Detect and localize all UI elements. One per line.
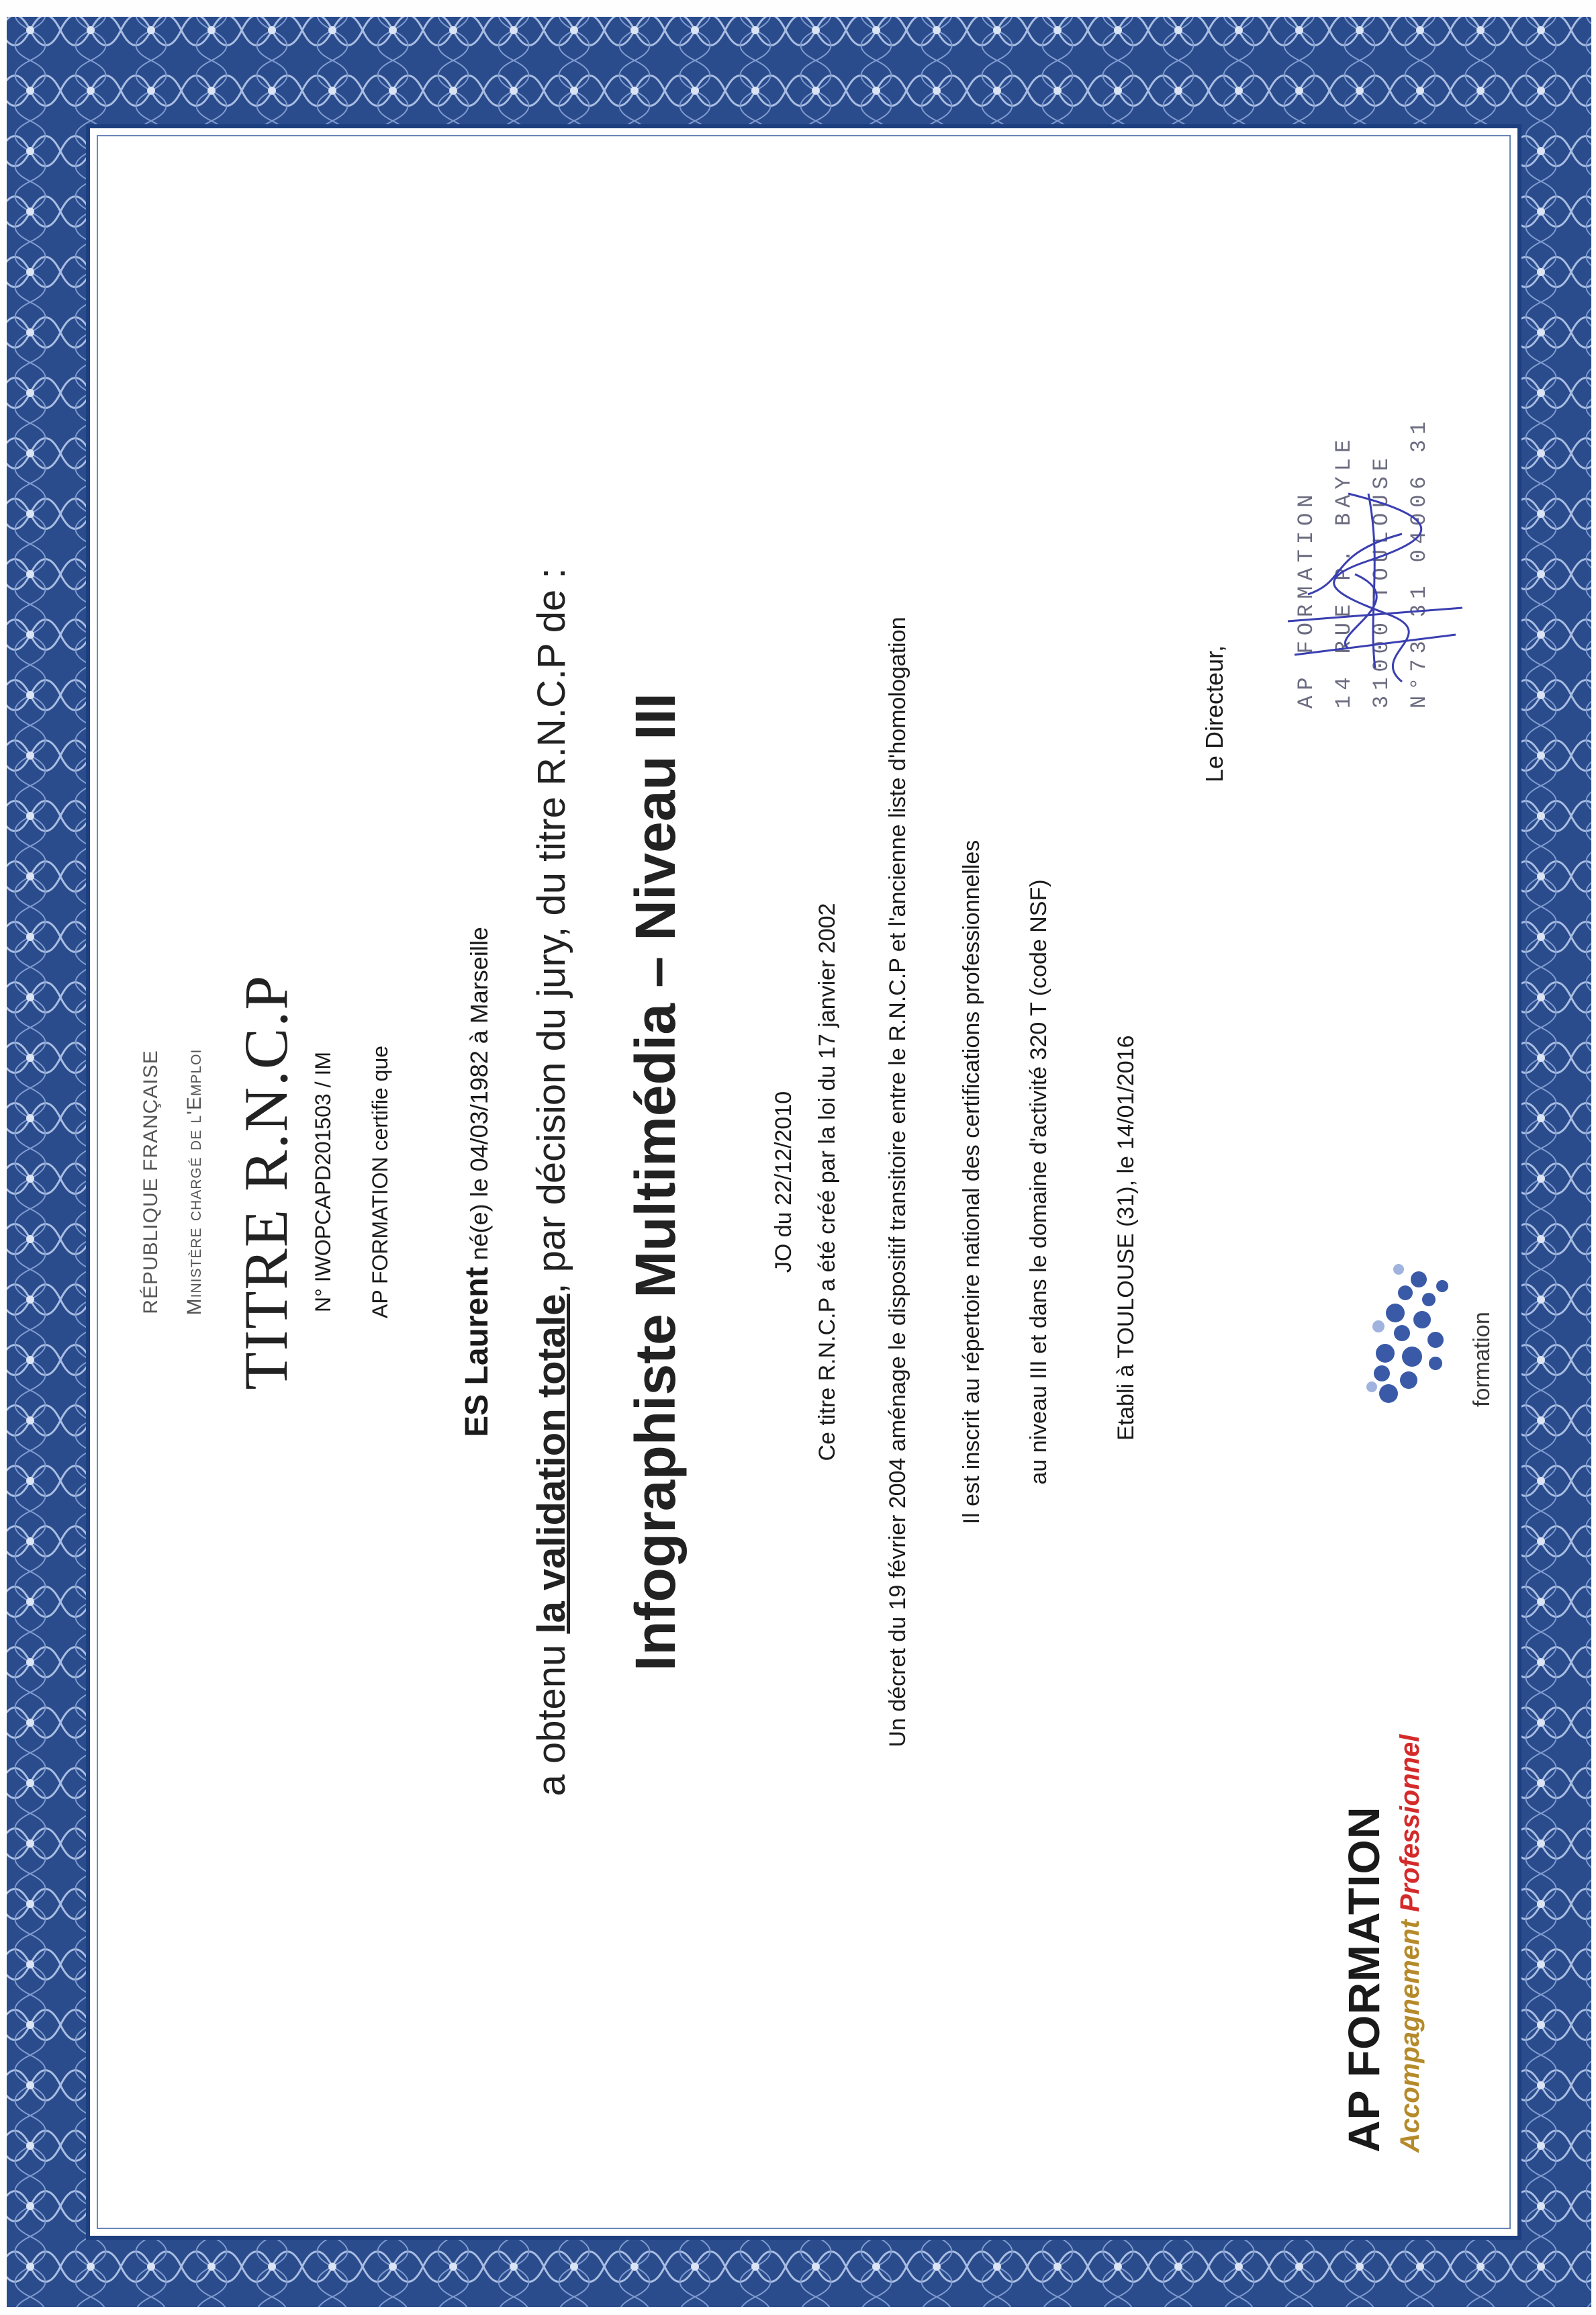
candidate-line [459,124,496,2240]
organization-block [1339,1734,1425,2152]
stamp-line-4: N°73 31 04006 31 [1407,416,1431,709]
certificate-number: N° IWOPCAPD201503 / IM [311,1051,335,1313]
certificate-content [86,124,1521,2240]
stamp-line-2: 14 RUE P. BAYLE [1331,434,1356,709]
organization-tagline [1395,1735,1425,2152]
certifie-label: AP FORMATION certifie que [368,1045,392,1319]
tagline-professionnel: Professionnel [1395,1734,1425,1913]
jo-line: JO du 22/12/2010 [771,1091,796,1273]
validation-text: la validation totale [530,1293,573,1634]
logo-word: formation [1469,1312,1495,1407]
inscrit-line-2: au niveau III et dans le domaine d'activité 320 T (code NSF) [1026,879,1051,1485]
director-signature [1268,480,1469,695]
obtained-suffix: , par décision du jury, du titre R.N.C.P de : [530,568,573,1294]
inscrit-line-1: Il est inscrit au répertoire national des certifications professionnelles [959,839,984,1525]
obtained-prefix: a obtenu [530,1644,573,1797]
candidate-name: ES Laurent [459,1267,495,1437]
organization-name: AP FORMATION [1339,1806,1389,2152]
tagline-accompagnement: Accompagnement [1395,1919,1425,2152]
candidate-birth: né(e) le 04/03/1982 à Marseille [465,927,493,1261]
decret-line: Un décret du 19 février 2004 aménage le dispositif transitoire entre le R.N.C.P et l'ancienne liste d'homologation [885,617,910,1747]
created-line: Ce titre R.N.C.P a été créé par la loi du 17 janvier 2002 [814,903,840,1461]
stamp-line-1: AP FORMATION [1294,489,1319,709]
diploma-title: Infographiste Multimédia – Niveau III [624,692,687,1672]
ministere-label: Ministère chargé de l'Emploi [183,1048,205,1316]
certificate-title: TITRE R.N.C.P [232,974,300,1390]
stamp-line-3: 31000 TOULOUSE [1369,453,1394,709]
etabli-line: Etabli à TOULOUSE (31), le 14/01/2016 [1113,1035,1139,1441]
obtained-line [529,124,574,2240]
directeur-label: Le Directeur, [1201,645,1228,782]
republique-label: RÉPUBLIQUE FRANÇAISE [140,1050,162,1314]
